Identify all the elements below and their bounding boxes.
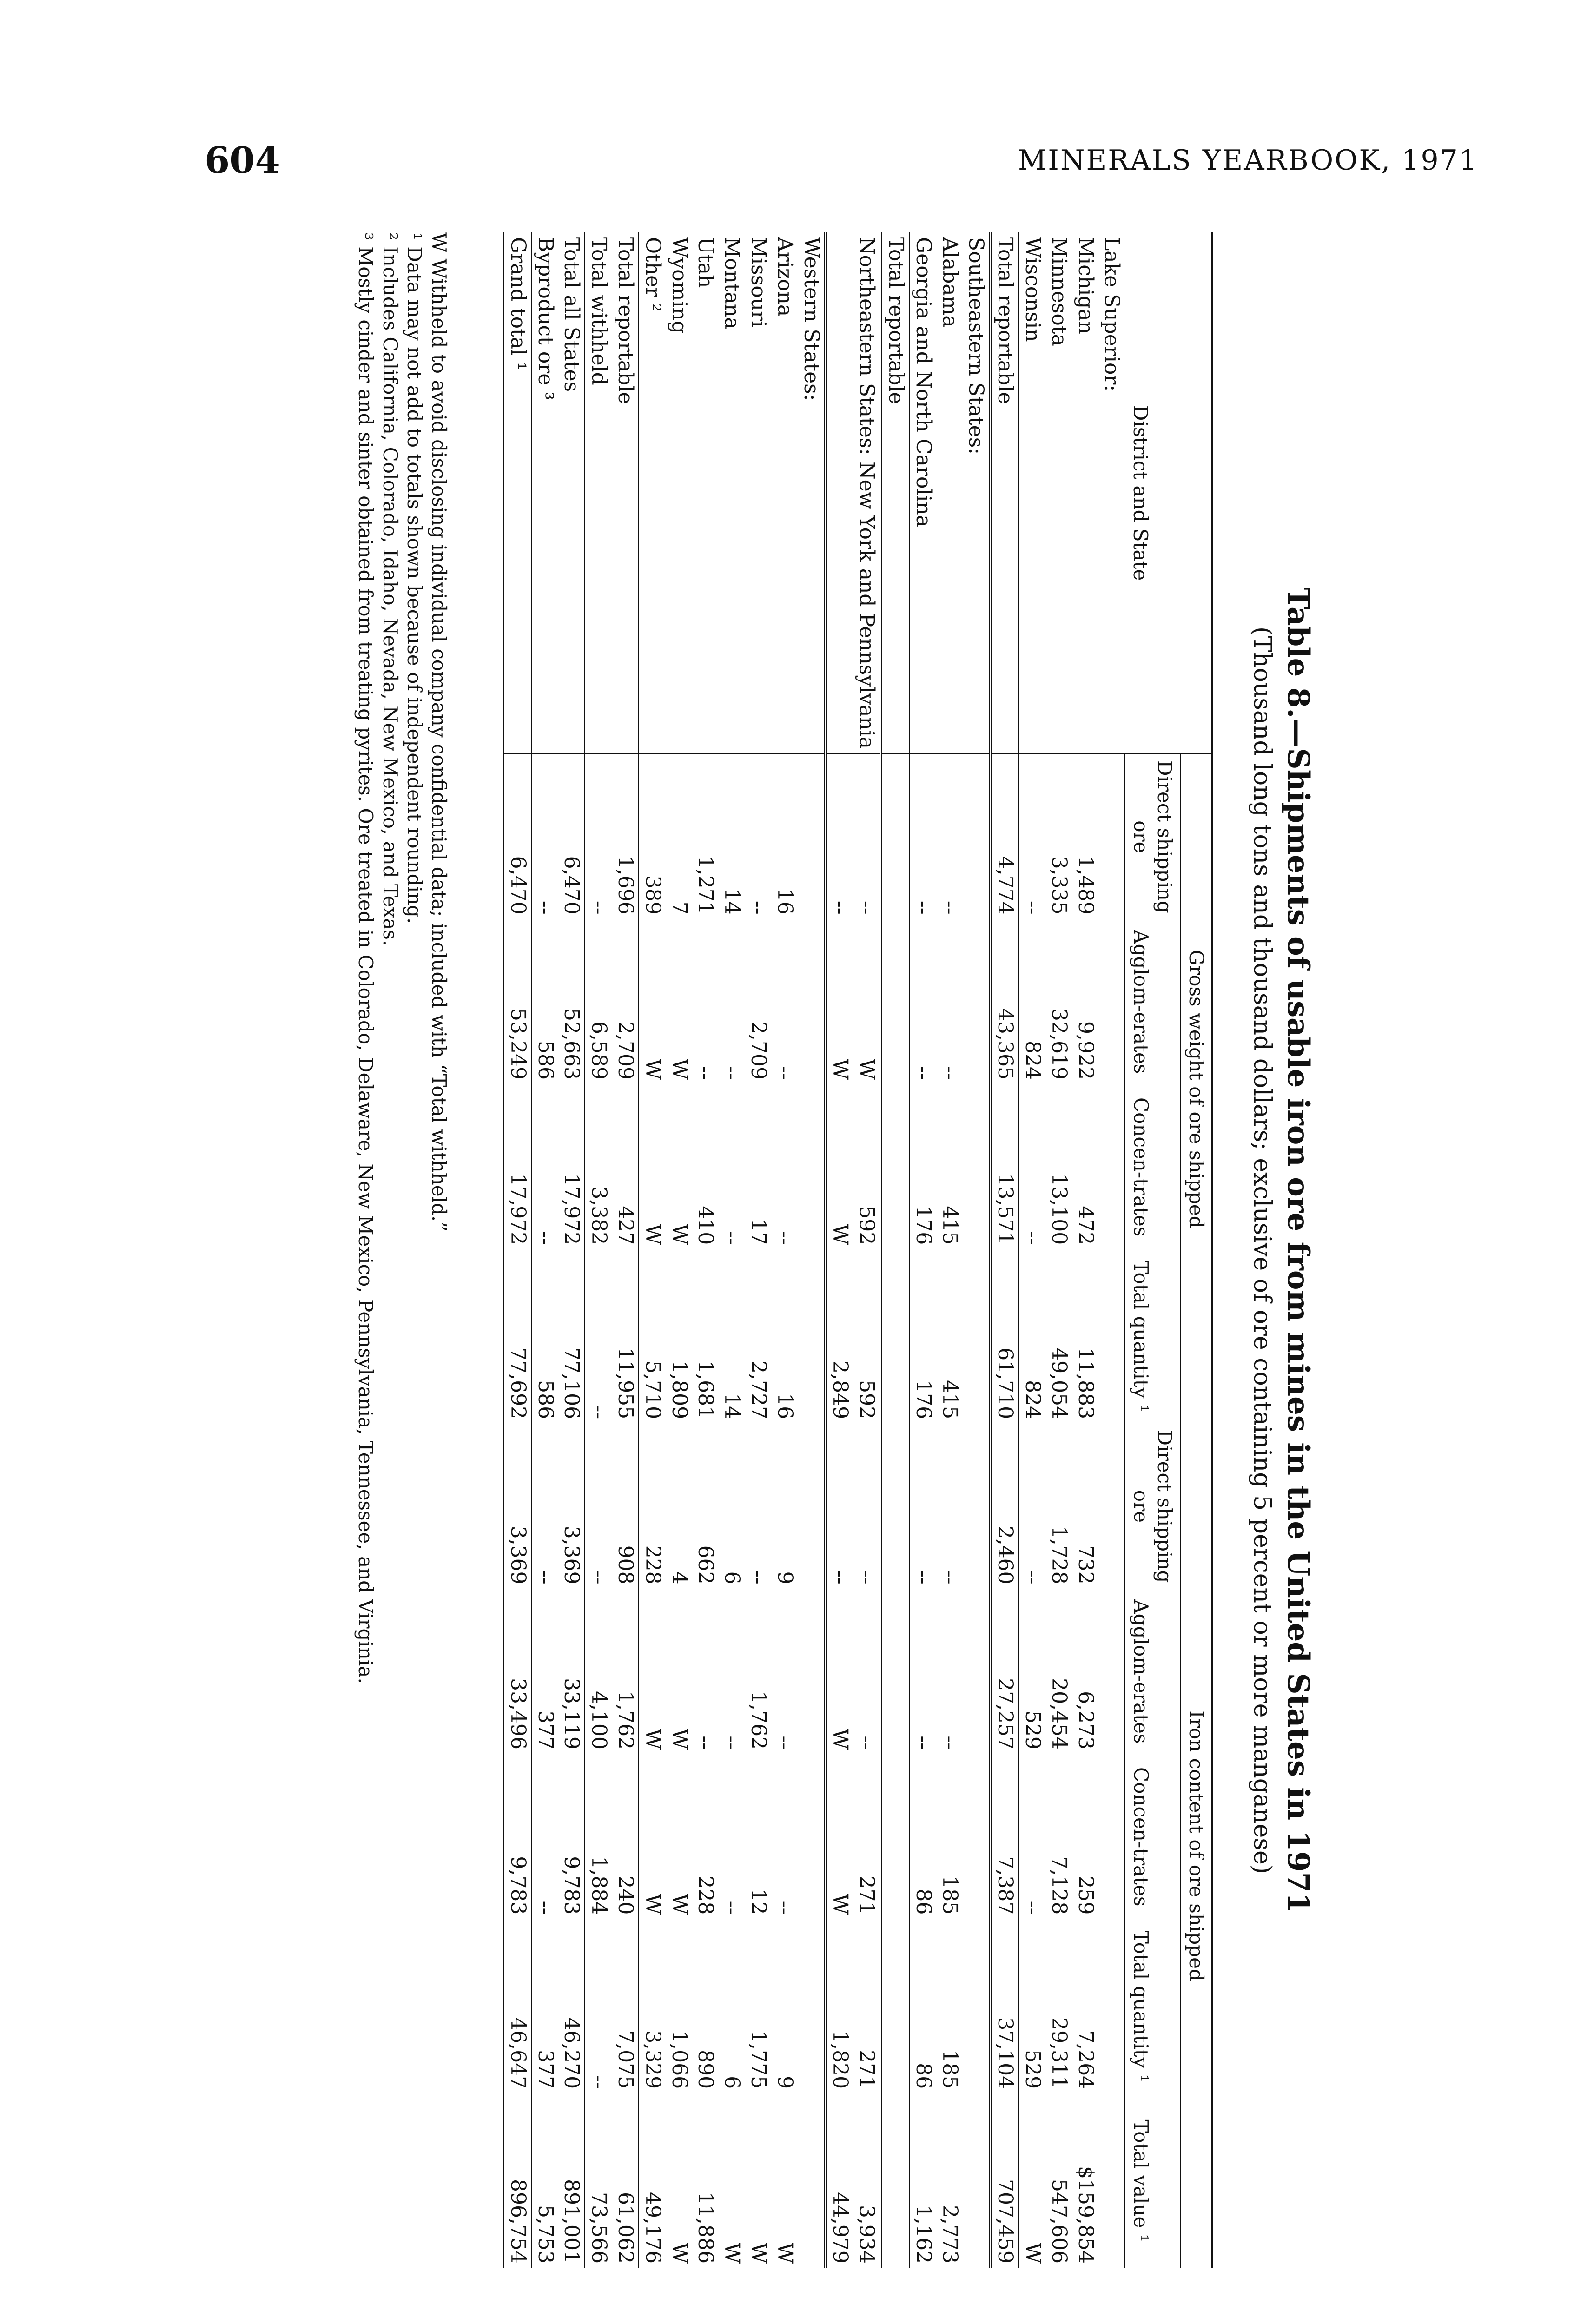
table-cell — [798, 919, 826, 1084]
table-cell: 427 — [612, 1084, 639, 1249]
table-cell: 1,489 — [1073, 856, 1098, 915]
table-cell: -- — [773, 1901, 797, 1915]
table-cell: -- — [911, 1570, 935, 1585]
table-cell — [798, 1084, 826, 1249]
table-row — [963, 232, 991, 2268]
table-row — [1098, 232, 1125, 2268]
table-cell: 586 — [533, 1380, 557, 1419]
table-cell: 1,681 — [694, 1360, 718, 1419]
table-cell: 1,728 — [1047, 1525, 1071, 1585]
row-label: Southeastern States: — [963, 232, 991, 754]
table-cell: 1,696 — [612, 754, 639, 919]
table-cell: W — [667, 1728, 691, 1750]
table-cell: 415 — [938, 1380, 962, 1419]
table-cell: 6,470 — [558, 754, 585, 919]
table-cell: 890 — [694, 2050, 718, 2089]
table-cell: -- — [828, 1570, 853, 1585]
table-cell — [963, 1589, 991, 1754]
table-cell: 3,335 — [1047, 856, 1071, 915]
row-label: Michigan — [1072, 232, 1098, 754]
table-cell: 11,955 — [612, 1249, 639, 1424]
table-cell: -- — [828, 900, 853, 915]
table-cell: 49,054 — [1047, 1347, 1071, 1419]
table-cell: 44,979 — [828, 2192, 853, 2264]
table-cell: 33,119 — [558, 1589, 585, 1754]
table-cell: -- — [533, 900, 557, 915]
table-cell: 824 — [1020, 1041, 1045, 1080]
table-cell: -- — [938, 1736, 962, 1750]
table-cell: 77,106 — [558, 1249, 585, 1424]
table-cell: -- — [720, 1901, 744, 1915]
table-cell: -- — [1020, 1901, 1045, 1915]
column-header: Total value ¹ — [1124, 2093, 1180, 2268]
table-cell: 1,762 — [612, 1589, 639, 1754]
column-header: Agglom-erates — [1124, 919, 1180, 1084]
table-cell — [1098, 1589, 1125, 1754]
table-cell: 11,886 — [694, 2192, 718, 2264]
table-cell: 86 — [911, 1888, 935, 1915]
shipments-table — [503, 232, 1213, 2268]
table-cell: W — [773, 2242, 797, 2264]
row-label: Total all States — [558, 232, 585, 754]
table-cell: -- — [694, 1736, 718, 1750]
table-cell: -- — [773, 1231, 797, 1245]
table-cell: 53,249 — [503, 919, 531, 1084]
table-row — [666, 232, 692, 2268]
table-cell: 1,775 — [746, 2030, 770, 2089]
table-cell: -- — [587, 1570, 611, 1585]
row-label: Georgia and North Carolina — [909, 232, 936, 754]
row-label: Utah — [692, 232, 719, 754]
row-label: Minnesota — [1045, 232, 1072, 754]
table-caption — [1248, 232, 1316, 2268]
table-row — [692, 232, 719, 2268]
table-cell: 16 — [773, 888, 797, 915]
table-cell: 176 — [911, 1206, 935, 1245]
table-row — [826, 232, 853, 2268]
table-cell: 32,619 — [1047, 1008, 1071, 1080]
table-cell: W — [828, 1894, 853, 1915]
table-row — [639, 232, 666, 2268]
table-subtitle: (Thousand long tons and thousand dollars; exclusive of ore containing 5 percent or more manganese) — [1248, 626, 1276, 1875]
table-cell — [881, 1084, 909, 1249]
table-cell — [881, 919, 909, 1084]
table-row — [1072, 232, 1098, 2268]
table-row — [612, 232, 639, 2268]
iron-content-group-header: Iron content of ore shipped — [1180, 1424, 1212, 2268]
table-cell: 3,329 — [641, 2030, 665, 2089]
table-cell: -- — [533, 1231, 557, 1245]
table-cell: 16 — [773, 1393, 797, 1419]
row-label: Other ² — [639, 232, 666, 754]
table-cell: -- — [911, 1736, 935, 1750]
table-cell: 1,820 — [828, 2030, 853, 2089]
row-label: Lake Superior: — [1098, 232, 1125, 754]
table-cell: 1,884 — [587, 1856, 611, 1915]
table-row — [990, 232, 1019, 2268]
table-cell: -- — [938, 1066, 962, 1080]
table-cell — [798, 1589, 826, 1754]
table-cell: $159,854 — [1073, 2166, 1098, 2264]
table-cell — [798, 1424, 826, 1589]
table-cell — [798, 754, 826, 919]
table-cell: -- — [853, 754, 881, 919]
table-cell: 2,773 — [938, 2205, 962, 2264]
table-cell: -- — [1020, 1231, 1045, 1245]
table-cell — [798, 1754, 826, 1919]
row-label: Byproduct ore ³ — [531, 232, 558, 754]
table-cell: -- — [720, 1736, 744, 1750]
table-cell: 13,100 — [1047, 1173, 1071, 1245]
table-cell: 33,496 — [503, 1589, 531, 1754]
table-cell: 3,382 — [587, 1186, 611, 1245]
footnote: ¹ Data may not add to totals shown because of independent rounding. — [403, 232, 426, 924]
table-cell: W — [828, 1224, 853, 1245]
table-cell: 5,753 — [533, 2205, 557, 2264]
table-cell: 46,270 — [558, 1919, 585, 2093]
table-cell: 592 — [853, 1084, 881, 1249]
table-cell: 61,710 — [990, 1249, 1019, 1424]
table-cell: 259 — [1073, 1875, 1098, 1915]
page-number: 604 — [205, 139, 280, 182]
gross-weight-group-header: Gross weight of ore shipped — [1180, 754, 1212, 1424]
table-cell: -- — [694, 1066, 718, 1080]
table-cell: W — [720, 2242, 744, 2264]
table-cell — [963, 1249, 991, 1424]
table-cell: 377 — [533, 2050, 557, 2089]
table-cell: 2,460 — [990, 1424, 1019, 1589]
running-head: MINERALS YEARBOOK, 1971 — [1018, 144, 1478, 177]
table-cell: 4,100 — [587, 1691, 611, 1750]
table-cell: 240 — [612, 1754, 639, 1919]
table-cell — [1098, 1919, 1125, 2093]
table-row — [558, 232, 585, 2268]
table-cell: W — [667, 1894, 691, 1915]
table-cell: 824 — [1020, 1380, 1045, 1419]
table-cell — [963, 2093, 991, 2268]
table-cell: 2,709 — [746, 1021, 770, 1080]
table-cell: 410 — [694, 1206, 718, 1245]
table-cell: 6,470 — [503, 754, 531, 919]
table-cell: 6,273 — [1073, 1691, 1098, 1750]
district-header: District and State — [1124, 232, 1212, 754]
table-cell — [1098, 2093, 1125, 2268]
table-cell — [1098, 919, 1125, 1084]
table-cell: 271 — [853, 1919, 881, 2093]
row-label: Total withheld — [585, 232, 612, 754]
table-cell: -- — [1020, 1570, 1045, 1585]
row-label: Total reportable — [612, 232, 639, 754]
row-label: Total reportable — [881, 232, 909, 754]
table-row — [503, 232, 531, 2268]
column-header: Direct shipping ore — [1124, 754, 1180, 919]
table-cell: 29,311 — [1047, 2017, 1071, 2089]
table-cell — [881, 1249, 909, 1424]
table-cell: 86 — [911, 2063, 935, 2089]
table-cell: 389 — [641, 875, 665, 915]
table-cell: W — [667, 1058, 691, 1080]
table-cell: 176 — [911, 1380, 935, 1419]
table-cell: -- — [773, 1736, 797, 1750]
table-cell: 9,783 — [503, 1754, 531, 1919]
table-cell: 1,762 — [746, 1691, 770, 1750]
table-cell — [798, 1919, 826, 2093]
table-cell: W — [667, 1224, 691, 1245]
table-cell: -- — [1020, 900, 1045, 915]
table-cell — [881, 1424, 909, 1589]
table-cell: 228 — [694, 1875, 718, 1915]
table-cell: -- — [746, 1570, 770, 1585]
table-cell: 52,663 — [558, 919, 585, 1084]
table-cell: 896,754 — [503, 2093, 531, 2268]
row-label: Western States: — [798, 232, 826, 754]
table-cell: 271 — [853, 1754, 881, 1919]
table-row — [881, 232, 909, 2268]
table-row — [853, 232, 881, 2268]
row-label: Montana — [718, 232, 745, 754]
rotated-table-block — [279, 232, 1395, 2268]
table-cell: 7,264 — [1073, 2030, 1098, 2089]
table-cell: -- — [587, 900, 611, 915]
column-header: Direct shipping ore — [1124, 1424, 1180, 1589]
table-cell: 185 — [938, 1875, 962, 1915]
table-cell: 17,972 — [503, 1084, 531, 1249]
table-row — [585, 232, 612, 2268]
table-cell: 11,883 — [1073, 1347, 1098, 1419]
table-cell: W — [641, 1224, 665, 1245]
table-cell: -- — [533, 1570, 557, 1585]
table-cell: 377 — [533, 1710, 557, 1750]
table-cell: -- — [773, 1066, 797, 1080]
table-cell — [881, 1754, 909, 1919]
table-cell: 7 — [667, 901, 691, 915]
table-cell: 662 — [694, 1545, 718, 1585]
table-cell: -- — [911, 900, 935, 915]
table-cell: 415 — [938, 1206, 962, 1245]
row-label: Northeastern States: New York and Pennsylvania — [853, 232, 881, 754]
table-row — [745, 232, 771, 2268]
table-cell — [963, 1084, 991, 1249]
table-cell: 17,972 — [558, 1084, 585, 1249]
column-header: Concen-trates — [1124, 1084, 1180, 1249]
table-cell: 20,454 — [1047, 1678, 1071, 1750]
table-cell: 2,709 — [612, 919, 639, 1084]
table-row — [1045, 232, 1072, 2268]
table-cell: 1,809 — [667, 1360, 691, 1419]
table-cell: W — [641, 1728, 665, 1750]
table-cell: 4,774 — [990, 754, 1019, 919]
table-cell: 9 — [773, 2076, 797, 2089]
table-cell: 908 — [612, 1424, 639, 1589]
column-header: Total quantity ¹ — [1124, 1919, 1180, 2093]
table-cell: W — [828, 1728, 853, 1750]
table-cell: 2,727 — [746, 1360, 770, 1419]
table-cell: 891,001 — [558, 2093, 585, 2268]
table-cell: -- — [720, 1066, 744, 1080]
row-label: Grand total ¹ — [503, 232, 531, 754]
table-cell: 3,934 — [853, 2093, 881, 2268]
table-cell — [881, 1919, 909, 2093]
table-cell: W — [828, 1058, 853, 1080]
table-cell: 13,571 — [990, 1084, 1019, 1249]
table-cell: 73,566 — [587, 2192, 611, 2264]
table-cell: -- — [938, 1570, 962, 1585]
table-cell — [881, 2093, 909, 2268]
table-cell: -- — [533, 1901, 557, 1915]
table-cell: 592 — [853, 1249, 881, 1424]
column-header: Total quantity ¹ — [1124, 1249, 1180, 1424]
table-cell: 529 — [1020, 2050, 1045, 2089]
table-cell — [798, 1249, 826, 1424]
table-cell — [881, 1589, 909, 1754]
table-cell: 7,387 — [990, 1754, 1019, 1919]
table-cell: 6,589 — [587, 1021, 611, 1080]
table-cell: -- — [938, 900, 962, 915]
row-label: Missouri — [745, 232, 771, 754]
column-header: Concen-trates — [1124, 1754, 1180, 1919]
table-cell: 61,062 — [612, 2093, 639, 2268]
table-row — [909, 232, 936, 2268]
table-cell: 9,922 — [1073, 1021, 1098, 1080]
table-cell: 3,369 — [558, 1424, 585, 1589]
table-cell: 43,365 — [990, 919, 1019, 1084]
table-cell: 46,647 — [503, 1919, 531, 2093]
table-cell: 228 — [641, 1545, 665, 1585]
table-cell — [1098, 1249, 1125, 1424]
table-cell: 7,128 — [1047, 1856, 1071, 1915]
table-cell — [963, 919, 991, 1084]
footnote: W Withheld to avoid disclosing individual company confidential data; included with “Total withheld.” — [428, 232, 450, 1232]
table-cell: 9 — [773, 1571, 797, 1585]
table-cell: 185 — [938, 2050, 962, 2089]
table-cell: 5,710 — [641, 1360, 665, 1419]
footnote: ³ Mostly cinder and sinter obtained from treating pyrites. Ore treated in Colorado, Delaware, New Mexico, Pennsylvania, Tennessee, and Virginia. — [354, 232, 377, 1684]
table-cell: 1,271 — [694, 856, 718, 915]
table-cell: 529 — [1020, 1710, 1045, 1750]
table-cell: 27,257 — [990, 1589, 1019, 1754]
table-cell: 6 — [720, 2076, 744, 2089]
table-cell — [881, 754, 909, 919]
row-label: Wyoming — [666, 232, 692, 754]
row-label: Wisconsin — [1019, 232, 1045, 754]
table-cell: 6 — [720, 1571, 744, 1585]
table-cell: W — [1020, 2242, 1045, 2264]
row-label: Alabama — [936, 232, 963, 754]
table-cell: 3,369 — [503, 1424, 531, 1589]
table-cell: W — [746, 2242, 770, 2264]
table-cell: 17 — [746, 1219, 770, 1245]
table-row — [1019, 232, 1045, 2268]
table-cell: 4 — [667, 1571, 691, 1585]
table-cell — [963, 754, 991, 919]
table-row — [531, 232, 558, 2268]
table-cell: 1,066 — [667, 2030, 691, 2089]
table-cell: 9,783 — [558, 1754, 585, 1919]
table-cell: 732 — [1073, 1545, 1098, 1585]
table-cell: 77,692 — [503, 1249, 531, 1424]
row-label: Arizona — [771, 232, 798, 754]
table-title: Table 8.—Shipments of usable iron ore from mines in the United States in 1971 — [1281, 587, 1316, 1914]
table-cell — [1098, 1754, 1125, 1919]
table-cell: W — [641, 1058, 665, 1080]
table-cell: -- — [587, 1405, 611, 1419]
table-cell — [963, 1919, 991, 2093]
column-header: Agglom-erates — [1124, 1589, 1180, 1754]
table-cell: 12 — [746, 1888, 770, 1915]
table-cell: 14 — [720, 888, 744, 915]
table-cell: -- — [746, 900, 770, 915]
table-cell: -- — [720, 1231, 744, 1245]
table-cell: 37,104 — [990, 1919, 1019, 2093]
table-cell: -- — [853, 1589, 881, 1754]
row-label: Total reportable — [990, 232, 1019, 754]
table-cell — [1098, 1084, 1125, 1249]
table-cell: 1,162 — [911, 2205, 935, 2264]
table-cell: 707,459 — [990, 2093, 1019, 2268]
table-cell: 2,849 — [828, 1360, 853, 1419]
table-row — [771, 232, 798, 2268]
table-cell: 14 — [720, 1393, 744, 1419]
footnotes — [353, 232, 451, 2268]
table-cell — [1098, 754, 1125, 919]
table-cell: W — [667, 2242, 691, 2264]
table-cell — [963, 1424, 991, 1589]
table-cell: W — [641, 1894, 665, 1915]
table-row — [798, 232, 826, 2268]
table-cell — [1098, 1424, 1125, 1589]
table-cell: 7,075 — [612, 1919, 639, 2093]
table-cell: W — [853, 919, 881, 1084]
page-header — [205, 139, 1506, 195]
table-cell: -- — [853, 1424, 881, 1589]
table-cell: -- — [587, 2075, 611, 2089]
table-row — [718, 232, 745, 2268]
table-row — [936, 232, 963, 2268]
table-cell: -- — [911, 1066, 935, 1080]
table-cell: 586 — [533, 1041, 557, 1080]
table-cell — [963, 1754, 991, 1919]
table-cell: 472 — [1073, 1206, 1098, 1245]
row-label — [826, 232, 853, 754]
table-cell: 49,176 — [641, 2192, 665, 2264]
footnote: ² Includes California, Colorado, Idaho, Nevada, New Mexico, and Texas. — [379, 232, 402, 946]
table-cell — [798, 2093, 826, 2268]
table-cell: 547,606 — [1047, 2179, 1071, 2264]
